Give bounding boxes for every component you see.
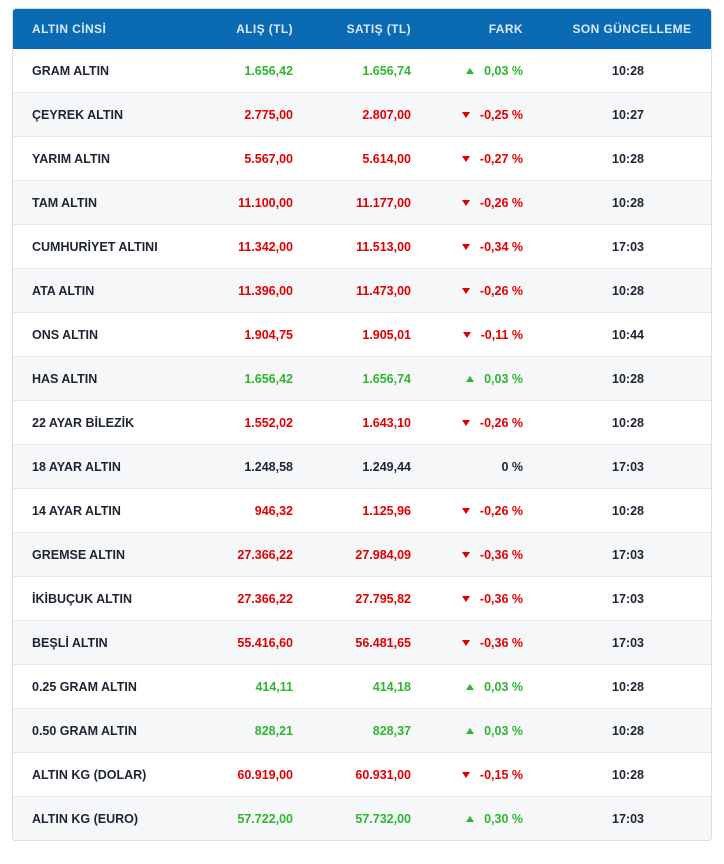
gold-type: 22 AYAR BİLEZİK <box>32 415 135 430</box>
buy-price: 60.919,00 <box>237 767 293 782</box>
update-time: 10:27 <box>612 107 644 122</box>
update-time: 10:28 <box>612 283 644 298</box>
change-percent: 0,03 % <box>484 371 523 386</box>
change-percent: -0,36 % <box>479 591 523 606</box>
table-body <box>13 49 711 840</box>
table-row[interactable] <box>13 620 711 664</box>
sell-price: 1.643,10 <box>362 415 411 430</box>
table-row[interactable] <box>13 136 711 180</box>
table-row[interactable] <box>13 356 711 400</box>
triangle-down-icon <box>462 552 470 558</box>
table-row[interactable] <box>13 488 711 532</box>
sell-price: 11.473,00 <box>356 283 411 298</box>
change-percent: 0 % <box>501 459 523 474</box>
change-cell <box>411 680 523 694</box>
table-row[interactable] <box>13 444 711 488</box>
triangle-down-icon <box>462 420 470 426</box>
change-cell <box>411 328 523 342</box>
buy-price: 57.722,00 <box>237 811 293 826</box>
change-percent: -0,26 % <box>479 195 523 210</box>
table-row[interactable] <box>13 180 711 224</box>
sell-price: 2.807,00 <box>362 107 411 122</box>
triangle-up-icon <box>466 376 474 382</box>
change-cell <box>411 64 523 78</box>
sell-price: 1.249,44 <box>362 459 411 474</box>
update-time: 17:03 <box>612 459 644 474</box>
buy-price: 1.248,58 <box>244 459 293 474</box>
gold-type: 0.25 GRAM ALTIN <box>32 679 137 694</box>
change-cell <box>411 284 523 298</box>
gold-type: GRAM ALTIN <box>32 63 110 78</box>
change-percent: -0,15 % <box>479 767 523 782</box>
triangle-down-icon <box>462 244 470 250</box>
table-row[interactable] <box>13 664 711 708</box>
table-row[interactable] <box>13 796 711 840</box>
change-cell <box>411 812 523 826</box>
change-percent: -0,26 % <box>479 503 523 518</box>
change-cell <box>411 592 523 606</box>
header-sell[interactable]: SATIŞ (TL) <box>346 22 411 36</box>
gold-type: YARIM ALTIN <box>32 151 111 166</box>
gold-type: BEŞLİ ALTIN <box>32 635 108 650</box>
change-percent: -0,36 % <box>479 635 523 650</box>
triangle-up-icon <box>466 816 474 822</box>
sell-price: 11.513,00 <box>356 239 411 254</box>
table-row[interactable] <box>13 312 711 356</box>
change-cell <box>411 152 523 166</box>
gold-type: ALTIN KG (EURO) <box>32 811 139 826</box>
change-cell <box>411 636 523 650</box>
gold-type: HAS ALTIN <box>32 371 98 386</box>
triangle-down-icon <box>462 200 470 206</box>
change-cell <box>411 372 523 386</box>
triangle-up-icon <box>466 684 474 690</box>
triangle-down-icon <box>462 640 470 646</box>
update-time: 10:28 <box>612 195 644 210</box>
sell-price: 1.905,01 <box>362 327 411 342</box>
gold-type: ONS ALTIN <box>32 327 98 342</box>
sell-price: 1.656,74 <box>362 63 411 78</box>
table-row[interactable] <box>13 92 711 136</box>
buy-price: 11.342,00 <box>238 239 293 254</box>
triangle-down-icon <box>462 112 470 118</box>
buy-price: 828,21 <box>254 723 293 738</box>
buy-price: 1.552,02 <box>244 415 293 430</box>
update-time: 10:28 <box>612 767 644 782</box>
change-percent: -0,26 % <box>479 283 523 298</box>
triangle-down-icon <box>463 332 471 338</box>
buy-price: 11.100,00 <box>238 195 293 210</box>
change-cell <box>411 504 523 518</box>
update-time: 10:28 <box>612 415 644 430</box>
sell-price: 1.125,96 <box>362 503 411 518</box>
buy-price: 1.656,42 <box>244 63 293 78</box>
buy-price: 55.416,60 <box>237 635 293 650</box>
update-time: 17:03 <box>612 547 644 562</box>
change-cell <box>411 724 523 738</box>
triangle-up-icon <box>466 728 474 734</box>
gold-type: 18 AYAR ALTIN <box>32 459 121 474</box>
table-row[interactable] <box>13 532 711 576</box>
change-percent: 0,03 % <box>484 63 523 78</box>
table-row[interactable] <box>13 224 711 268</box>
sell-price: 27.795,82 <box>355 591 411 606</box>
triangle-down-icon <box>462 288 470 294</box>
update-time: 17:03 <box>612 591 644 606</box>
buy-price: 414,11 <box>255 679 293 694</box>
change-cell <box>411 416 523 430</box>
change-percent: -0,34 % <box>479 239 523 254</box>
change-percent: -0,26 % <box>479 415 523 430</box>
update-time: 17:03 <box>612 811 644 826</box>
update-time: 17:03 <box>612 239 644 254</box>
gold-type: GREMSE ALTIN <box>32 547 126 562</box>
update-time: 17:03 <box>612 635 644 650</box>
header-diff[interactable]: FARK <box>488 22 523 36</box>
buy-price: 5.567,00 <box>244 151 293 166</box>
sell-price: 414,18 <box>372 679 411 694</box>
triangle-down-icon <box>462 156 470 162</box>
buy-price: 27.366,22 <box>237 591 293 606</box>
change-cell <box>411 108 523 122</box>
change-cell <box>411 196 523 210</box>
change-cell <box>411 240 523 254</box>
change-percent: -0,36 % <box>479 547 523 562</box>
triangle-down-icon <box>462 508 470 514</box>
buy-price: 946,32 <box>254 503 293 518</box>
change-percent: 0,03 % <box>484 723 523 738</box>
update-time: 10:28 <box>612 151 644 166</box>
buy-price: 2.775,00 <box>244 107 293 122</box>
table-row[interactable] <box>13 576 711 620</box>
update-time: 10:28 <box>612 503 644 518</box>
header-time[interactable]: SON GÜNCELLEME <box>572 22 692 36</box>
buy-price: 1.656,42 <box>244 371 293 386</box>
triangle-down-icon <box>462 772 470 778</box>
sell-price: 56.481,65 <box>355 635 411 650</box>
change-percent: 0,03 % <box>484 679 523 694</box>
buy-price: 27.366,22 <box>237 547 293 562</box>
update-time: 10:28 <box>612 63 644 78</box>
gold-type: İKİBUÇUK ALTIN <box>32 591 132 606</box>
table-row[interactable] <box>13 400 711 444</box>
change-cell <box>411 548 523 562</box>
sell-price: 27.984,09 <box>355 547 411 562</box>
gold-price-table <box>12 8 712 841</box>
header-name[interactable]: ALTIN CİNSİ <box>32 22 107 36</box>
sell-price: 11.177,00 <box>356 195 411 210</box>
buy-price: 11.396,00 <box>238 283 293 298</box>
gold-type: ATA ALTIN <box>32 283 95 298</box>
change-cell <box>411 460 523 474</box>
gold-type: ÇEYREK ALTIN <box>32 107 123 122</box>
gold-type: CUMHURİYET ALTINI <box>32 239 158 254</box>
table-row[interactable] <box>13 752 711 796</box>
update-time: 10:28 <box>612 679 644 694</box>
table-header <box>13 9 711 49</box>
sell-price: 5.614,00 <box>362 151 411 166</box>
change-percent: -0,25 % <box>479 107 523 122</box>
table-row[interactable] <box>13 49 711 92</box>
gold-type: ALTIN KG (DOLAR) <box>32 767 147 782</box>
sell-price: 1.656,74 <box>362 371 411 386</box>
gold-type: 14 AYAR ALTIN <box>32 503 121 518</box>
triangle-down-icon <box>462 596 470 602</box>
sell-price: 828,37 <box>372 723 411 738</box>
change-cell <box>411 768 523 782</box>
change-percent: -0,11 % <box>480 327 523 342</box>
gold-type: 0.50 GRAM ALTIN <box>32 723 137 738</box>
sell-price: 57.732,00 <box>355 811 411 826</box>
gold-type: TAM ALTIN <box>32 195 98 210</box>
table-row[interactable] <box>13 268 711 312</box>
change-percent: 0,30 % <box>484 811 523 826</box>
buy-price: 1.904,75 <box>244 327 293 342</box>
update-time: 10:28 <box>612 723 644 738</box>
update-time: 10:44 <box>612 327 644 342</box>
update-time: 10:28 <box>612 371 644 386</box>
header-buy[interactable]: ALIŞ (TL) <box>236 22 293 36</box>
triangle-up-icon <box>466 68 474 74</box>
sell-price: 60.931,00 <box>355 767 411 782</box>
table-row[interactable] <box>13 708 711 752</box>
change-percent: -0,27 % <box>479 151 523 166</box>
